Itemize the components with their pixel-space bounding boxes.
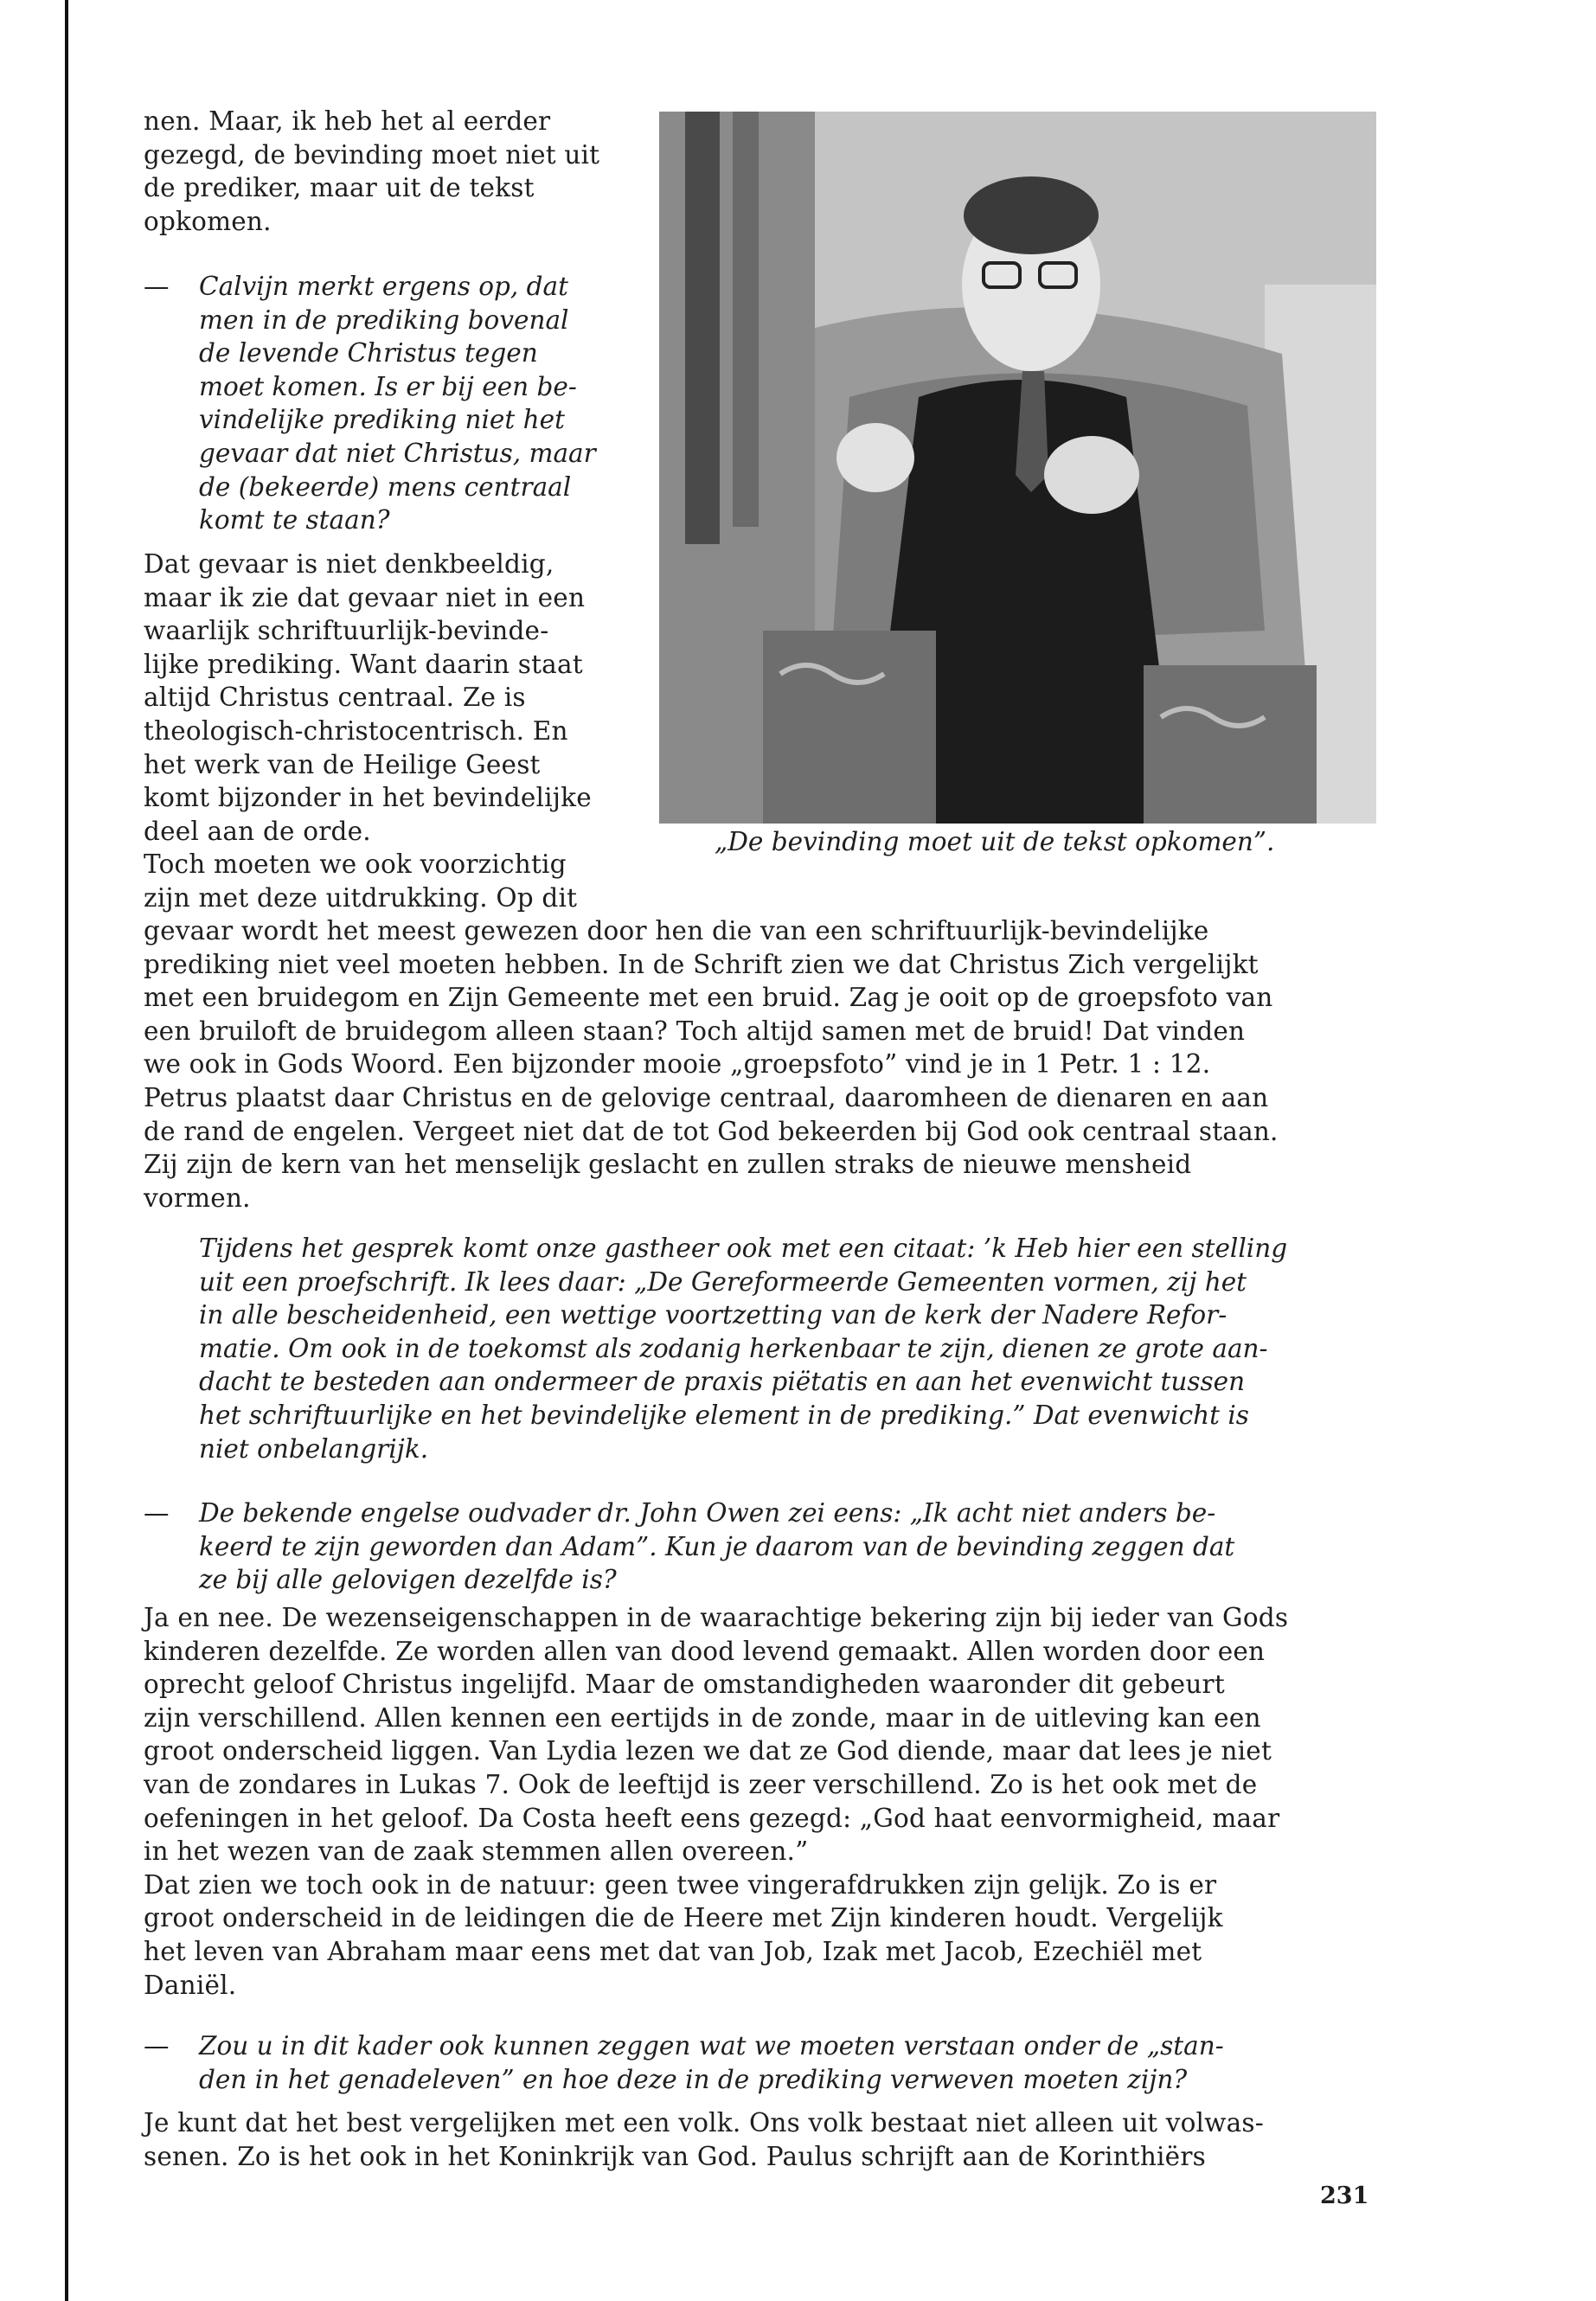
text-line: De bekende engelse oudvader dr. John Owen zei eens: „Ik acht niet anders be- <box>199 1498 1216 1528</box>
text-line: oefeningen in het geloof. Da Costa heeft eens gezegd: „God haat eenvormigheid, maar <box>144 1803 1280 1833</box>
question-dash: — <box>144 2031 170 2061</box>
text-line: komt te staan? <box>199 505 390 535</box>
text-line: Zij zijn de kern van het menselijk geslacht en zullen straks de nieuwe mensheid <box>144 1150 1192 1180</box>
text-line: Tijdens het gesprek komt onze gastheer ook met een citaat: ’k Heb hier een stelling <box>199 1234 1288 1263</box>
text-block-intro <box>144 105 625 238</box>
answer-1-narrow <box>144 548 625 915</box>
text-line: gevaar wordt het meest gewezen door hen die van een schriftuurlijk-bevindelijke <box>144 916 1209 945</box>
text-line: zijn met deze uitdrukking. Op dit <box>144 882 578 913</box>
answer-3 <box>144 2106 1372 2173</box>
text-line: dacht te besteden aan ondermeer de praxis piëtatis en aan het evenwicht tussen <box>199 1367 1246 1397</box>
text-line: Zou u in dit kader ook kunnen zeggen wat we moeten verstaan onder de „stan- <box>199 2031 1224 2061</box>
text-line: van de zondares in Lukas 7. Ook de leeftijd is zeer verschillend. Zo is het ook met de <box>144 1769 1258 1799</box>
text-line: deel aan de orde. <box>144 816 371 846</box>
text-line: de prediker, maar uit de tekst <box>144 173 535 203</box>
text-line: maar ik zie dat gevaar niet in een <box>144 582 586 612</box>
text-line: het schriftuurlijke en het bevindelijke element in de prediking.” Dat evenwicht is <box>199 1400 1249 1430</box>
text-line: Dat gevaar is niet denkbeeldig, <box>144 549 554 579</box>
text-line: lijke prediking. Want daarin staat <box>144 649 583 679</box>
text-line: gevaar dat niet Christus, maar <box>199 438 596 468</box>
text-line: theologisch-christocentrisch. En <box>144 715 568 746</box>
text-line: het leven van Abraham maar eens met dat van Job, Izak met Jacob, Ezechiël met <box>144 1936 1202 1966</box>
text-line: Daniël. <box>144 1970 237 2000</box>
text-line: vormen. <box>144 1183 251 1213</box>
text-line: gezegd, de bevinding moet niet uit <box>144 139 600 170</box>
interlude-citation <box>199 1232 1372 1465</box>
text-line: Dat zien we toch ook in de natuur: geen twee vingerafdrukken zijn gelijk. Zo is er <box>144 1869 1217 1900</box>
text-line: zijn verschillend. Allen kennen een eertijds in de zonde, maar in de uitleving kan een <box>144 1702 1261 1733</box>
text-line: de rand de engelen. Vergeet niet dat de tot God bekeerden bij God ook centraal staan. <box>144 1116 1279 1146</box>
text-line: keerd te zijn geworden dan Adam”. Kun je daarom van de bevinding zeggen dat <box>199 1531 1235 1561</box>
text-line: groot onderscheid in de leidingen die de Heere met Zijn kinderen houdt. Vergelijk <box>144 1903 1223 1933</box>
question-dash: — <box>144 1498 170 1528</box>
text-line: men in de prediking bovenal <box>199 304 569 335</box>
question-dash: — <box>144 272 170 301</box>
text-line: in alle bescheidenheid, een wettige voortzetting van de kerk der Nadere Refor- <box>199 1300 1227 1330</box>
text-line: groot onderscheid liggen. Van Lydia lezen we dat ze God diende, maar dat lees je niet <box>144 1736 1272 1766</box>
text-line: de levende Christus tegen <box>199 338 538 369</box>
text-line: Petrus plaatst daar Christus en de gelovige centraal, daaromheen de dienaren en aan <box>144 1082 1269 1112</box>
text-line: uit een proefschrift. Ik lees daar: „De Gereformeerde Gemeenten vormen, zij het <box>199 1266 1247 1297</box>
text-line: oprecht geloof Christus ingelijfd. Maar de omstandigheden waaronder dit gebeurt <box>144 1670 1225 1700</box>
portrait-photo <box>659 112 1376 824</box>
text-line: prediking niet veel moeten hebben. In de Schrift zien we dat Christus Zich vergelijkt <box>144 949 1259 979</box>
portrait-photo-icon <box>659 112 1376 824</box>
text-line: we ook in Gods Woord. Een bijzonder mooie „groepsfoto” vind je in 1 Petr. 1 : 12. <box>144 1049 1211 1080</box>
text-line: een bruiloft de bruidegom alleen staan? Toch altijd samen met de bruid! Dat vinden <box>144 1016 1246 1046</box>
text-line: ze bij alle gelovigen dezelfde is? <box>199 1565 617 1595</box>
text-line: Calvijn merkt ergens op, dat <box>199 272 569 301</box>
text-line: den in het genadeleven” en hoe deze in de prediking verweven moeten zijn? <box>199 2064 1188 2094</box>
text-line: komt bijzonder in het bevindelijke <box>144 783 592 813</box>
answer-1-wide <box>144 914 1372 1215</box>
text-line: Ja en nee. De wezenseigenschappen in de waarachtige bekering zijn bij ieder van Gods <box>144 1603 1289 1632</box>
text-line: Toch moeten we ook voorzichtig <box>144 849 567 880</box>
page-binding-edge <box>65 0 68 2301</box>
answer-2 <box>144 1601 1372 2002</box>
text-line: Je kunt dat het best vergelijken met een volk. Ons volk bestaat niet alleen uit volwas- <box>144 2108 1264 2138</box>
text-line: vindelijke prediking niet het <box>199 405 565 435</box>
text-line: opkomen. <box>144 206 272 236</box>
text-line: matie. Om ook in de toekomst als zodanig herkenbaar te zijn, dienen ze grote aan- <box>199 1333 1268 1363</box>
text-line: altijd Christus centraal. Ze is <box>144 683 526 713</box>
photo-caption: „De bevinding moet uit de tekst opkomen”. <box>715 827 1275 856</box>
text-line: niet onbelangrijk. <box>199 1433 429 1464</box>
page-number: 231 <box>1320 2182 1369 2209</box>
interview-question-1 <box>144 270 619 537</box>
text-line: met een bruidegom en Zijn Gemeente met een bruid. Zag je ooit op de groepsfoto van <box>144 983 1273 1013</box>
text-line: senen. Zo is het ook in het Koninkrijk van God. Paulus schrijft aan de Korinthiërs <box>144 2141 1206 2171</box>
text-line: waarlijk schriftuurlijk-bevinde- <box>144 616 549 646</box>
text-line: in het wezen van de zaak stemmen allen overeen.” <box>144 1836 809 1867</box>
text-line: het werk van de Heilige Geest <box>144 749 541 779</box>
text-line: nen. Maar, ik heb het al eerder <box>144 106 551 136</box>
interview-question-2 <box>144 1497 1372 1597</box>
text-line: de (bekeerde) mens centraal <box>199 471 572 502</box>
text-line: kinderen dezelfde. Ze worden allen van dood levend gemaakt. Allen worden door een <box>144 1636 1266 1666</box>
interview-question-3 <box>144 2029 1372 2096</box>
text-line: moet komen. Is er bij een be- <box>199 371 577 401</box>
